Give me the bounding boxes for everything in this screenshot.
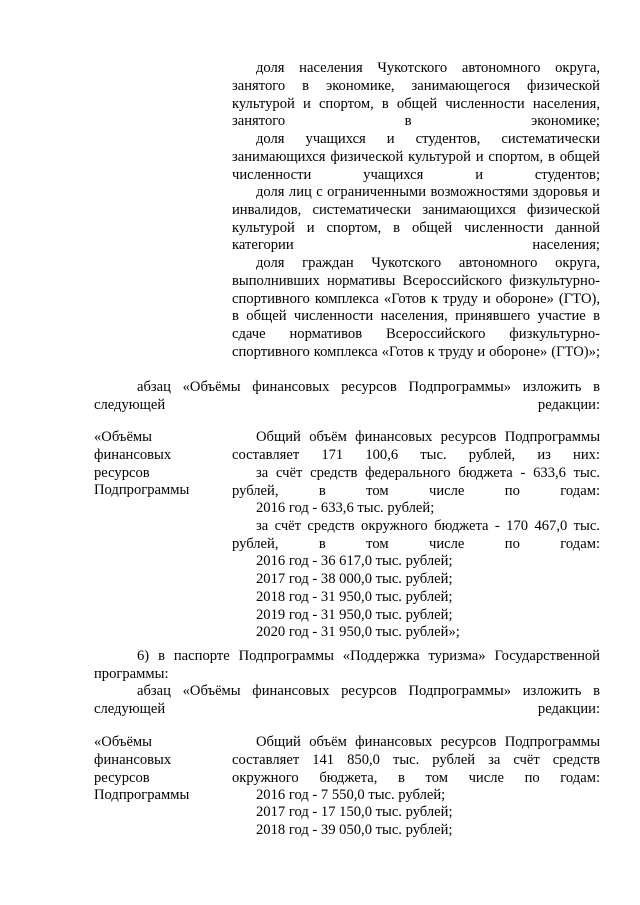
block-1-federal: за счёт средств федерального бюджета - 633,6 тыс. рублей, в том числе по годам: — [232, 465, 600, 499]
paragraph-financing-intro-2: абзац «Объёмы финансовых ресурсов Подпрограммы» изложить в следующей редакции: — [94, 683, 600, 717]
block-2-year-line: 2018 год - 39 050,0 тыс. рублей; — [256, 822, 453, 838]
label-line: Подпрограммы — [94, 482, 190, 499]
indicator-employed-population: доля населения Чукотского автономного округа, занятого в экономике, занимающегося физической культурой и спортом, в общей численности населения, занятого в экономике; — [232, 60, 600, 130]
block-2-total: Общий объём финансовых ресурсов Подпрограммы составляет 141 850,0 тыс. рублей за счёт средств окружного бюджета, в том числе по годам: — [232, 734, 600, 786]
label-line: Подпрограммы — [94, 787, 190, 804]
paragraph-tourism-passport: 6) в паспорте Подпрограммы «Поддержка туризма» Государственной программы: — [94, 648, 600, 682]
block-2-year-line: 2016 год - 7 550,0 тыс. рублей; — [256, 787, 446, 803]
block-1-total: Общий объём финансовых ресурсов Подпрограммы составляет 171 100,6 тыс. рублей, из них: — [232, 429, 600, 463]
block-1-regional: за счёт средств окружного бюджета - 170 467,0 тыс. рублей, в том числе по годам: — [232, 518, 600, 552]
label-line: ресурсов — [94, 769, 150, 786]
indicator-students: доля учащихся и студентов, систематически занимающихся физической культурой и спортом, в общей численности учащихся и студентов; — [232, 131, 600, 183]
paragraph-financing-intro-1: абзац «Объёмы финансовых ресурсов Подпрограммы» изложить в следующей редакции: — [94, 379, 600, 413]
block-1-year-line: 2019 год - 31 950,0 тыс. рублей; — [256, 607, 453, 623]
block-1-year-line: 2016 год - 633,6 тыс. рублей; — [256, 500, 435, 516]
label-line: «Объёмы — [94, 734, 152, 750]
block-1-year-line: 2017 год - 38 000,0 тыс. рублей; — [256, 571, 453, 587]
block-2-year-line: 2017 год - 17 150,0 тыс. рублей; — [256, 804, 453, 820]
block-1-year-line: 2018 год - 31 950,0 тыс. рублей; — [256, 589, 453, 605]
block-1-year-line: 2020 год - 31 950,0 тыс. рублей»; — [256, 624, 460, 640]
block-2-label — [94, 734, 224, 805]
label-line: «Объёмы — [94, 429, 152, 445]
indicator-gto-citizens: доля граждан Чукотского автономного округа, выполнивших нормативы Всероссийского физкультурно-спортивного комплекса «Готов к труду и обороне» (ГТО), в общей численности населения, принявшего участие в сдаче нормативов Всероссийского физкультурно-спортивного комплекса «Готов к труду и обороне» (ГТО)»; — [232, 255, 600, 360]
label-line: финансовых — [94, 751, 172, 768]
label-line: финансовых — [94, 446, 172, 463]
indicator-disabled-persons: доля лиц с ограниченными возможностями здоровья и инвалидов, систематически занимающихся физической культурой и спортом, в общей численности данной категории населения; — [232, 184, 600, 254]
block-1-label — [94, 429, 224, 500]
label-line: ресурсов — [94, 464, 150, 481]
block-1-year-line: 2016 год - 36 617,0 тыс. рублей; — [256, 553, 453, 569]
